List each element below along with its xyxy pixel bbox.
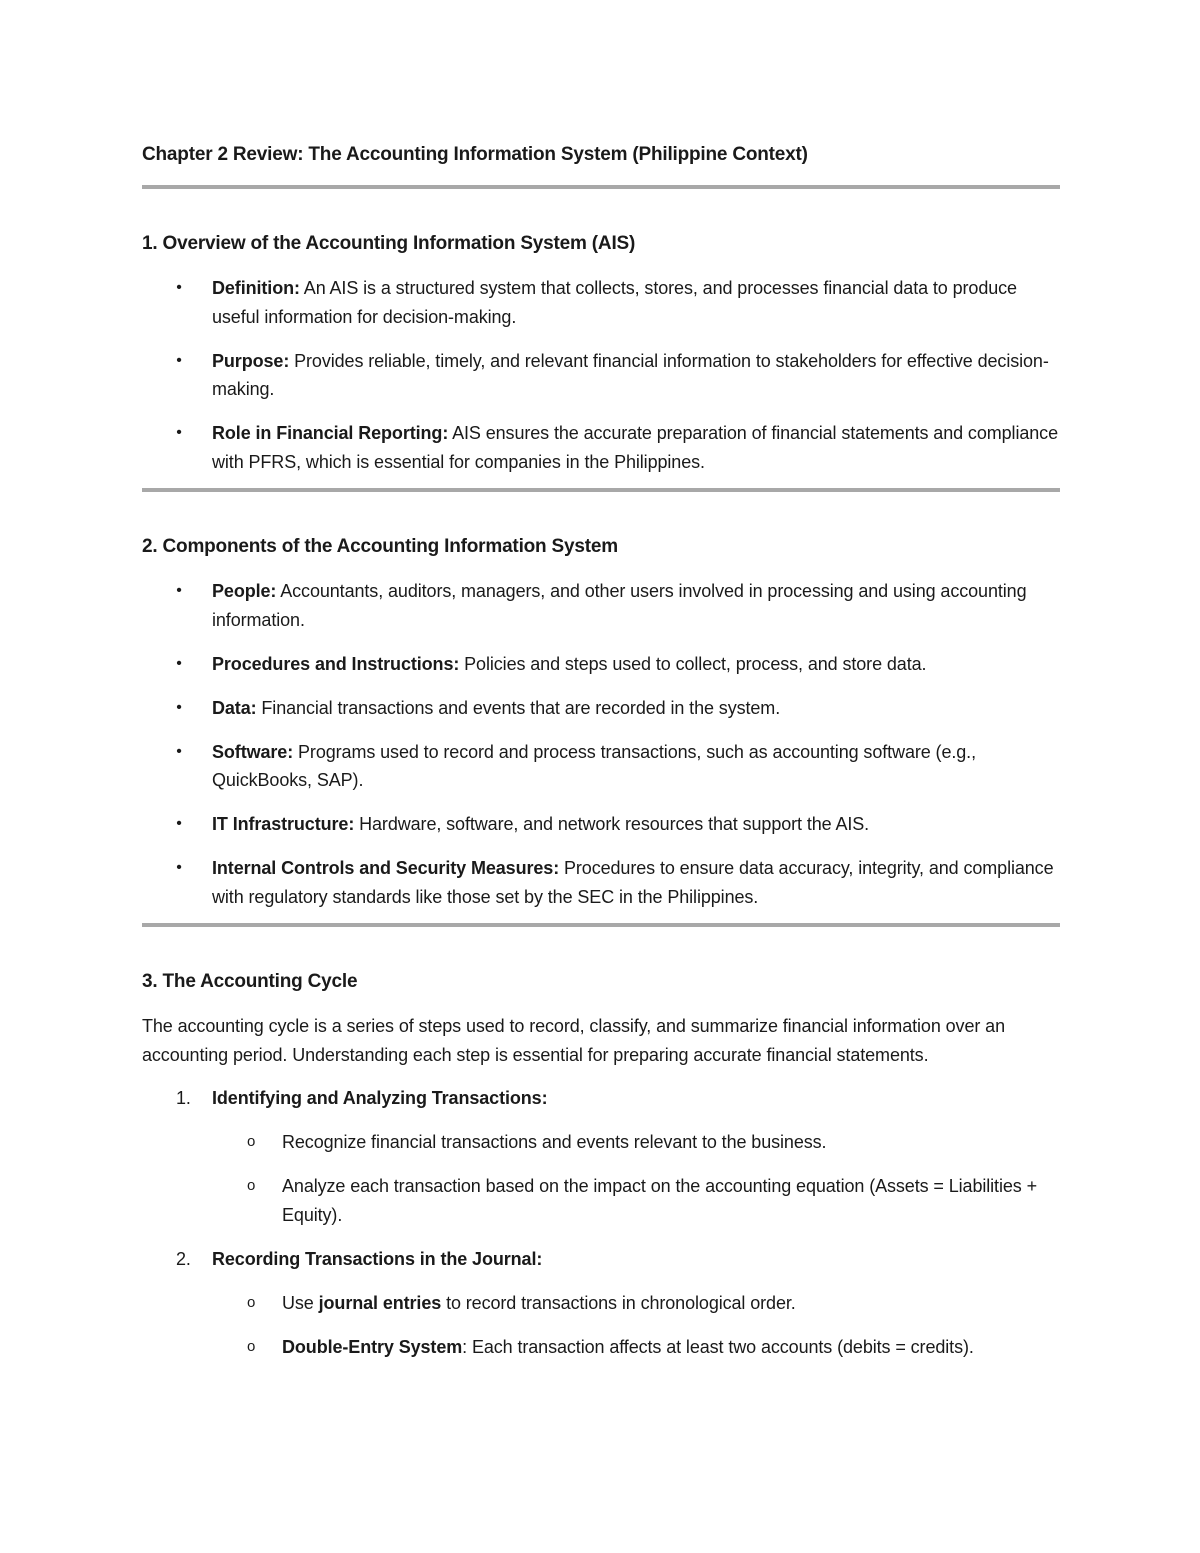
item-text: AIS ensures the accurate preparation of financial statements and compliance with PFRS, which is essential for companies in the Philippines. <box>212 423 1058 472</box>
accounting-cycle-intro: The accounting cycle is a series of steps used to record, classify, and summarize financial information over an accounting period. Understanding each step is essential for preparing accurate financial statements. <box>142 1016 1005 1065</box>
step-number: 1. <box>176 1088 191 1108</box>
section-heading-accounting-cycle: 3. The Accounting Cycle <box>142 971 358 992</box>
item-text: Accountants, auditors, managers, and other users involved in processing and using accounting information. <box>212 581 1027 630</box>
sub-item-text: Analyze each transaction based on the impact on the accounting equation (Assets = Liabilities + Equity). <box>282 1176 1037 1225</box>
bullet-icon: • <box>176 654 182 672</box>
list-item <box>142 347 1060 404</box>
step-sub-list <box>212 1289 1060 1362</box>
bullet-icon: • <box>176 742 182 760</box>
item-label: Software: <box>212 741 294 762</box>
circle-bullet-icon: o <box>247 1177 256 1194</box>
item-text: Hardware, software, and network resources that support the AIS. <box>354 814 870 834</box>
list-item <box>142 694 1060 723</box>
page-title: Chapter 2 Review: The Accounting Information System (Philippine Context) <box>142 144 808 165</box>
bullet-icon: • <box>176 815 182 832</box>
bullet-icon: • <box>176 698 182 716</box>
sub-item <box>212 1172 1060 1229</box>
item-label: People: <box>212 581 277 601</box>
sub-item-text: Use <box>282 1292 319 1313</box>
document-page <box>142 140 1060 1377</box>
item-text: Policies and steps used to collect, process, and store data. <box>459 653 927 674</box>
list-item <box>142 577 1060 634</box>
sub-item <box>212 1128 1060 1157</box>
item-text: An AIS is a structured system that collects, stores, and processes financial data to produce useful information for decision-making. <box>212 278 1017 327</box>
list-item <box>142 274 1060 331</box>
step-label: Identifying and Analyzing Transactions: <box>212 1088 548 1108</box>
components-list <box>142 577 1060 911</box>
step-number: 2. <box>176 1248 191 1269</box>
bullet-icon: • <box>176 424 182 441</box>
accounting-cycle-steps <box>142 1084 1060 1361</box>
sub-item-text: : Each transaction affects at least two accounts (debits = credits). <box>462 1336 974 1357</box>
list-item <box>142 738 1060 795</box>
step-label: Recording Transactions in the Journal: <box>212 1248 543 1269</box>
bullet-icon: • <box>176 351 182 369</box>
step-item <box>142 1084 1060 1229</box>
list-item <box>142 854 1060 911</box>
item-label: Role in Financial Reporting: <box>212 423 449 443</box>
bullet-icon: • <box>176 582 182 599</box>
list-item <box>142 419 1060 476</box>
circle-bullet-icon: o <box>247 1293 256 1311</box>
circle-bullet-icon: o <box>247 1337 256 1355</box>
item-label: Internal Controls and Security Measures: <box>212 858 560 878</box>
item-label: Purpose: <box>212 350 290 371</box>
item-label: Data: <box>212 697 257 718</box>
item-label: Definition: <box>212 278 300 298</box>
bullet-icon: • <box>176 279 182 296</box>
sub-item <box>212 1333 1060 1362</box>
sub-item-text: to record transactions in chronological order. <box>441 1292 796 1313</box>
sub-item-text: Recognize financial transactions and events relevant to the business. <box>282 1132 827 1152</box>
list-item <box>142 650 1060 679</box>
sub-item <box>212 1289 1060 1318</box>
section-heading-components: 2. Components of the Accounting Information System <box>142 536 618 557</box>
overview-list <box>142 274 1060 476</box>
item-text: Provides reliable, timely, and relevant financial information to stakeholders for effective decision-making. <box>212 350 1049 399</box>
step-sub-list <box>212 1128 1060 1229</box>
circle-bullet-icon: o <box>247 1133 256 1150</box>
section-heading-overview: 1. Overview of the Accounting Information System (AIS) <box>142 233 636 254</box>
item-text: Financial transactions and events that are recorded in the system. <box>256 697 781 718</box>
sub-item-bold: Double-Entry System <box>282 1336 463 1357</box>
item-text: Procedures to ensure data accuracy, integrity, and compliance with regulatory standards like those set by the SEC in the Philippines. <box>212 858 1054 907</box>
sub-item-bold: journal entries <box>318 1292 442 1313</box>
bullet-icon: • <box>176 859 182 876</box>
step-item <box>142 1245 1060 1362</box>
list-item <box>142 810 1060 839</box>
item-label: IT Infrastructure: <box>212 814 355 834</box>
item-label: Procedures and Instructions: <box>212 653 460 674</box>
item-text: Programs used to record and process transactions, such as accounting software (e.g., QuickBooks, SAP). <box>212 741 976 790</box>
